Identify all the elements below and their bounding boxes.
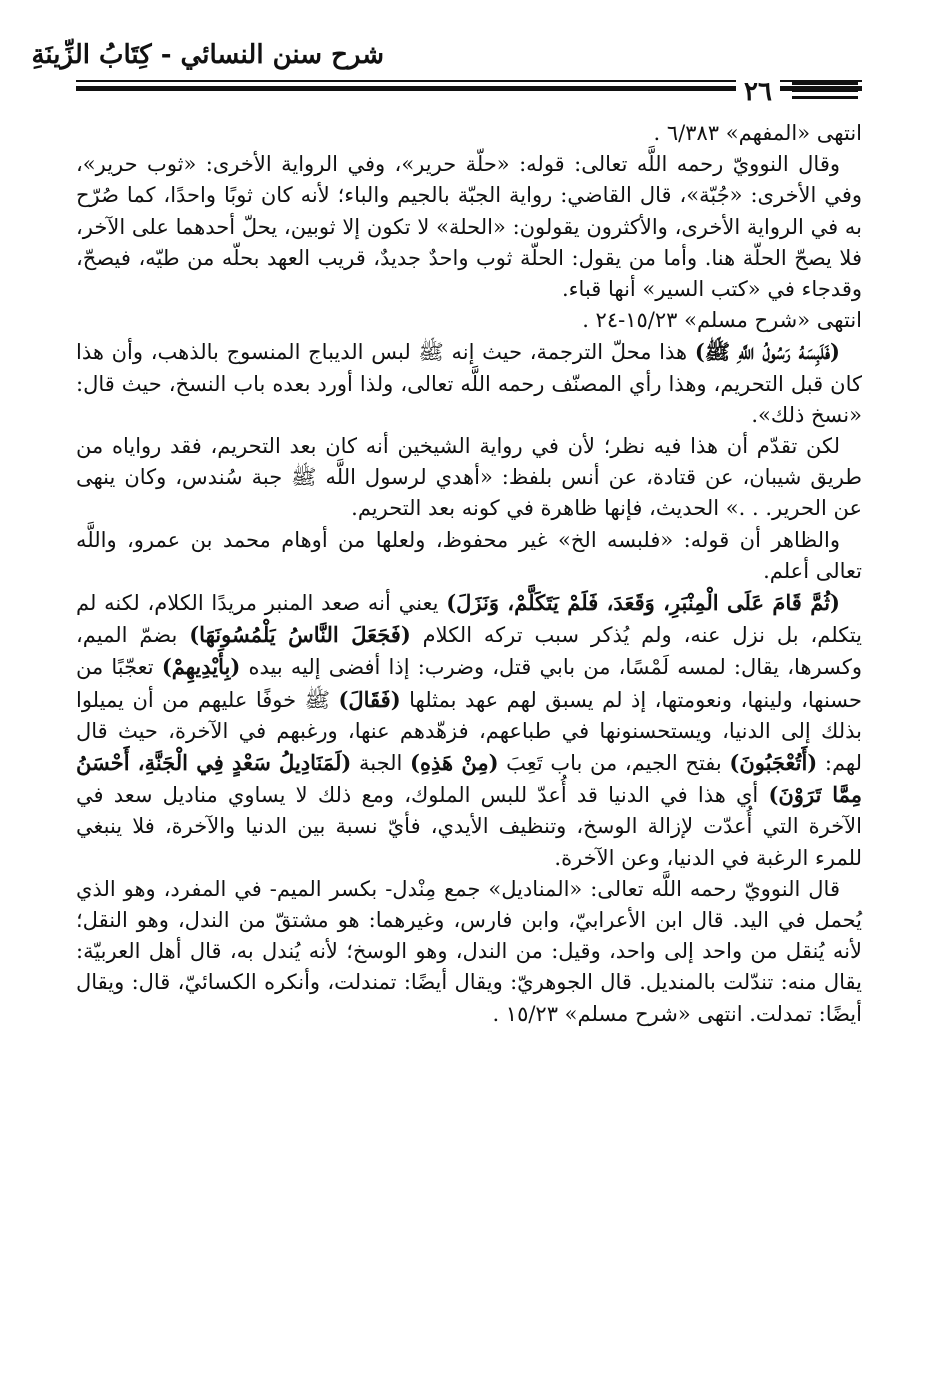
commentary-text: بفتح الجيم، من باب تَعِبَ [498,751,730,776]
paragraph [76,874,862,1030]
commentary-text: انتهى «المفهم» ٦/٣٨٣ . [653,121,862,145]
hadith-quote: (فَقَالَ) [338,686,401,712]
hadith-quote: (بِأَيْدِيهِمْ) [161,654,241,680]
paragraph [76,305,862,336]
page-number: ٢٦ [736,77,780,107]
paragraph [76,149,862,305]
commentary-text: تعجّبًا من حسنها، ولينها، ونعومتها، إذ لم يسبق لهم عهد بمثلها [76,655,862,712]
commentary-text: انتهى «شرح مسلم» ١٥/٢٣-٢٤ . [582,308,862,333]
running-title: شرح سنن النسائي - كِتَابُ الزِّينَةِ [31,40,384,70]
hadith-quote: (فَجَعَلَ النَّاسُ يَلْمُسُونَهَا) [189,622,411,648]
commentary-text: هذا محلّ الترجمة، حيث إنه ﷺ لبس الديباج المنسوج بالذهب، وأن هذا كان قبل التحريم، وهذا رأي المصنّف رحمه اللَّه تعالى، ولذا أورد بعده باب النسخ، حيث قال: «نسخ ذلك». [76,340,862,427]
paragraph [76,118,862,149]
hadith-quote: (لَمَنَادِيلُ سَعْدٍ فِي الْجَنَّةِ، أَحْسَنُ مِمَّا تَرَوْنَ) [76,750,862,808]
commentary-text: والظاهر أن قوله: «فلبسه الخ» غير محفوظ، ولعلها من أوهام محمد بن عمرو، واللَّه تعالى أعلم. [76,527,862,583]
body-text [76,118,862,1030]
hadith-quote: (أَتُعْجَبُونَ) [729,750,818,776]
hadith-quote: (فَلَبِسَهُ رَسُولُ اللَّهِ ﷺ) [694,339,840,365]
commentary-text: يعني أنه صعد المنبر مريدًا الكلام، لكنه لم يتكلم، بل نزل عنه، ولم يُذكر سبب تركه الكلام [76,591,862,648]
ornament-bar [792,82,858,85]
commentary-text: ﷺ خوفًا عليهم من أن يميلوا بذلك إلى الدنيا، ويستحسنونها في طباعهم، فزهّدهم عنها، ورغبهم في الآخرة، حيث قال لهم: [76,687,863,776]
ornament-bar [792,89,858,92]
ornament-bar [792,96,858,99]
paragraph [76,336,862,431]
paragraph [76,431,862,525]
commentary-text: لكن تقدّم أن هذا فيه نظر؛ لأن في رواية الشيخين أنه كان بعد التحريم، فقد رواياه من طريق شيبان، عن قتادة، عن أنس بلفظ: «أهدي لرسول اللَّه ﷺ جبة سُندس، وكان ينهى عن الحرير. . .» الحديث، فإنها ظاهرة في كونه بعد التحريم. [76,434,862,521]
commentary-text: الجبة [351,751,411,776]
commentary-text: قال النوويّ رحمه اللَّه تعالى: «المناديل» جمع مِنْدل- بكسر الميم- في المفرد، وهو الذي يُحمل في اليد. قال ابن الأعرابيّ، وابن فارس، وغيرهما: هو مشتقّ من الندل، وهو النقل؛ لأنه يُنقل من واحد إلى واحد، وقيل: من الندل، وهو الوسخ؛ لأنه يُندل به، قال أهل العربيّة: يقال منه: تندّلت بالمنديل. قال الجوهريّ: ويقال أيضًا: تمندلت، وأنكره الكسائيّ، قال: ويقال أيضًا: تمدلت. انتهى «شرح مسلم» ١٥/٢٣ . [76,876,862,1026]
commentary-text: أي هذا في الدنيا قد أُعدّ للبس الملوك، ومع ذلك لا يساوي مناديل سعد في الآخرة التي أُعدّت لإزالة الوسخ، وتنظيف الأيدي، فأيّ نسبة بين الدنيا والآخرة، فلا ينبغي للمرء الرغبة في الدنيا، وعن الآخرة. [76,783,862,870]
hadith-quote: (مِنْ هَذِهِ) [410,750,499,776]
commentary-text: بضمّ الميم، وكسرها، يقال: لمسه لَمْسًا، من بابي قتل، وضرب: إذا أفضى إليه بيده [76,623,862,680]
hadith-quote: (ثُمَّ قَامَ عَلَى الْمِنْبَرِ، وَقَعَدَ، فَلَمْ يَتَكَلَّمْ، وَنَزَلَ) [446,590,840,616]
paragraph [76,525,862,587]
page-number-ornament [792,82,858,103]
commentary-text: وقال النوويّ رحمه اللَّه تعالى: قوله: «حلّة حرير»، وفي الرواية الأخرى: «ثوب حرير»، وفي الأخرى: «جُبّة»، قال القاضي: رواية الجبّة بالجيم والباء؛ لأنه كان ثوبًا واحدًا، كما صُرّح به في الرواية الأخرى، والأكثرون يقولون: «الحلة» لا تكون إلا ثوبين، يحلّ أحدهما على الآخر، فلا يصحّ الحلّة هنا. وأما من يقول: الحلّة ثوب واحدٌ جديدٌ، قريب العهد بحلّه من طيّه، فيصحّ، وقدجاء في «كتب السير» أنها قباء. [76,152,862,302]
paragraph [76,587,862,874]
